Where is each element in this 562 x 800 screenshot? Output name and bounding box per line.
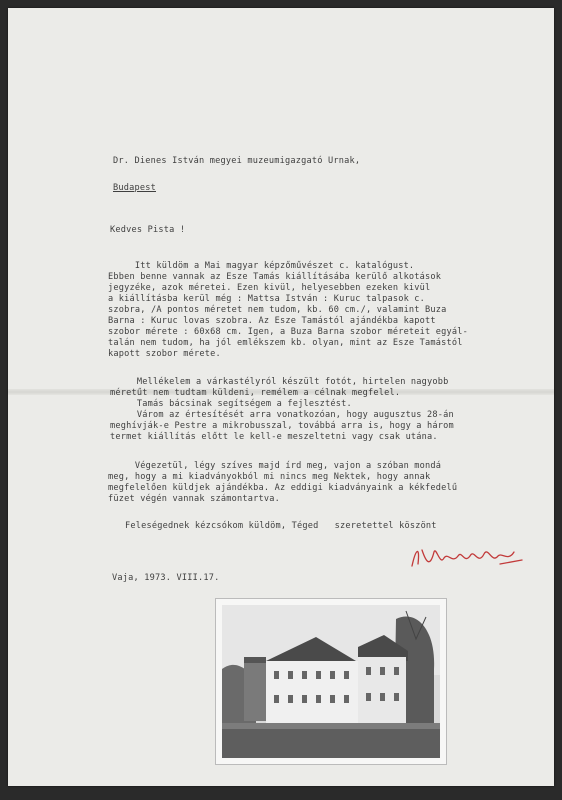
closing-line: Feleségednek kézcsókom küldöm, Téged szeretettel köszönt [125,521,437,531]
letter-sheet [8,8,554,786]
castle-photo [215,598,447,765]
body-paragraph-2: Mellékelem a várkastélyról készült fotót, hirtelen nagyobb méretűt nem tudtam küldeni, remélem a célnak megfelel. Tamás bácsinak segítségem a fejlesztést. Várom az értesítését arra vonatkozóan, hogy augusztus 28-án meghívják-e Pestre a mikrobusszal, továbbá arra is, hogy a három termet kiállítás előtt le kell-e meszeltetni vagy csak utána. [110,377,454,442]
date-line: Vaja, 1973. VIII.17. [112,573,220,583]
handwritten-signature [404,538,534,578]
city-line: Budapest [113,183,156,193]
greeting: Kedves Pista ! [110,225,186,235]
body-paragraph-1: Itt küldöm a Mai magyar képzőművészet c. katalógust. Ebben benne vannak az Esze Tamás kiállításába kerülő alkotások jegyzéke, azok méretei. Ezen kivül, helyesebben ezeken kivül a kiállításba kerül még : Mattsa István : Kuruc talpasok c. szobra, /A pontos méretet nem tudom, kb. 60 cm./, valamint Buza Barna : Kuruc lovas szobra. Az Esze Tamástól ajándékba kapott szobor mérete : 60x68 cm. Igen, a Buza Barna szobor méreteit egyál- talán nem tudom, ha jól emlékszem kb. olyan, mint az Esze Tamástól kapott szobor mérete. [108,261,469,359]
addressee-line: Dr. Dienes István megyei muzeumigazgató Urnak, [113,156,361,166]
body-paragraph-3: Végezetül, légy szíves majd írd meg, vajon a szóban mondá meg, hogy a mi kiadványokból mi nincs meg Nektek, hogy annak megfelelően küldjek ajándékba. Az eddigi kiadványaink a kékfedelű füzet végén vannak számontartva. [108,461,458,504]
